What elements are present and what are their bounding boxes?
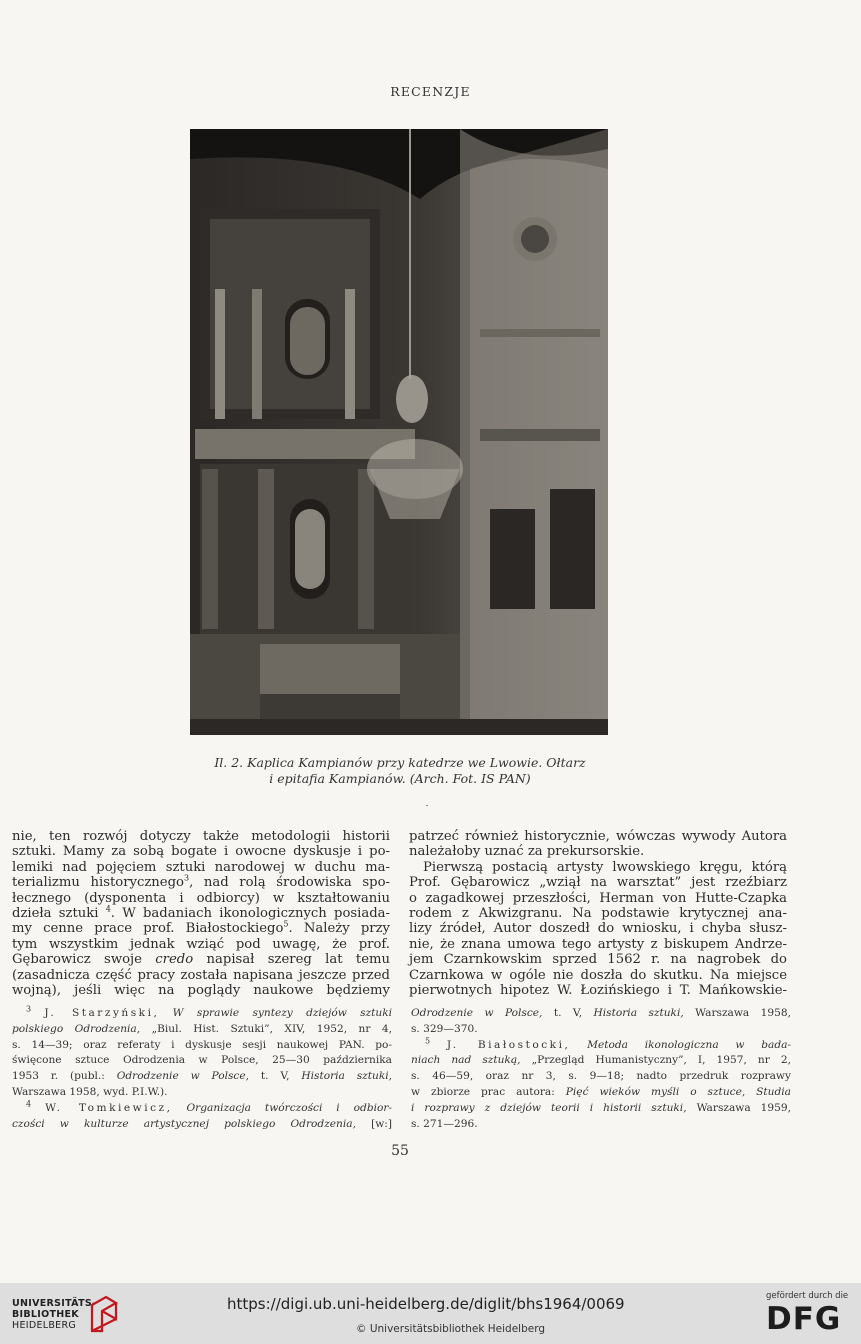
caption-line: Il. 2. Kaplica Kampianów przy katedrze we Lwowie. Ołtarz — [214, 755, 586, 770]
text-line — [12, 921, 390, 936]
footnote-title: Metoda ikonologiczna w bada- — [587, 1038, 791, 1051]
logo-line: UNIVERSITÄTS- — [12, 1298, 97, 1309]
text-line: nie, ten rozwój dotyczy także metodologii historii — [12, 829, 390, 844]
footnote-line — [411, 1006, 791, 1022]
text-line: Prof. Gębarowicz „wziął na warsztat” jest rzeźbiarz — [409, 875, 787, 891]
footnote-text: t. V, — [553, 1007, 583, 1019]
footnote-text: w zbiorze prac autora: — [411, 1085, 555, 1098]
text-fragment: . W badaniach ikonologicznych posiada- — [110, 906, 390, 922]
body-column-left — [12, 829, 390, 998]
footnote-ref: 5 — [283, 920, 289, 930]
viewer-footer — [0, 1283, 861, 1344]
footnotes-left — [12, 1006, 392, 1132]
text-fragment: my cenne prace prof. Białostockiego — [12, 921, 284, 937]
footnote-author: J. Białostocki, — [446, 1038, 571, 1051]
footnote-line — [12, 1022, 392, 1038]
footnote-text: 1953 r. (publ.: — [12, 1070, 105, 1083]
footnote-title: czości w kulturze artystycznej polskiego Odrodzenia, — [12, 1117, 356, 1130]
chapel-photograph — [190, 129, 608, 735]
footnote-text: „Biul. Hist. Sztuki”, XIV, 1952, nr 4, — [151, 1022, 392, 1035]
footnote-title: i rozprawy z dziejów teorii i historii sztuki, — [411, 1101, 687, 1114]
text-line: należałoby uznać za prekursorskie. — [409, 844, 645, 860]
dfg-logo[interactable]: DFG — [766, 1301, 842, 1337]
text-line: sztuki. Mamy za sobą bogate i owocne dyskusje i po- — [12, 844, 390, 860]
text-line: lemiki nad pojęciem sztuki narodowej w duchu ma- — [12, 859, 390, 875]
text-line — [12, 952, 390, 967]
footnote-author: W. Tomkiewicz, — [45, 1101, 173, 1114]
body-column-right — [409, 829, 787, 998]
footnote-title: Odrodzenie w Polsce, — [411, 1007, 543, 1019]
footnote-title: Historia sztuki, — [593, 1007, 684, 1019]
footnote-line — [12, 1117, 392, 1133]
footnote-line — [411, 1038, 791, 1054]
text-fragment: terializmu historycznego — [12, 875, 184, 891]
figure-caption — [150, 755, 650, 787]
text-line: pierwotnych hipotez W. Łozińskiego i T. Mańkowskie- — [409, 983, 787, 999]
running-header: RECENZJE — [390, 84, 471, 99]
footnote-line: s. 271—296. — [411, 1117, 478, 1130]
footnote-line — [411, 1085, 791, 1101]
text-fragment: napisał szereg lat temu — [206, 952, 390, 968]
footnote-line — [411, 1101, 791, 1117]
footnote-ref: 4 — [105, 904, 111, 914]
footnote-ref: 3 — [183, 873, 190, 883]
text-fragment: Gębarowicz swoje — [12, 952, 142, 968]
text-fragment: , nad rolą środowiska spo- — [189, 875, 390, 891]
text-line: tym wszystkim jednak wziąć pod uwagę, że prof. — [12, 936, 390, 952]
logo-line: BIBLIOTHEK — [12, 1309, 79, 1320]
footnote-line: s. 46—59, oraz nr 3, s. 9—18; nadto przedruk rozprawy — [411, 1070, 791, 1083]
text-line — [12, 875, 390, 890]
footnote-line: s. 14—39; oraz referaty i dyskusje sesji naukowej PAN. po- — [12, 1038, 392, 1051]
footnote-title: W sprawie syntezy dziejów sztuki — [172, 1007, 393, 1019]
footnote-line — [411, 1053, 791, 1069]
text-line: rodem z Akwizgranu. Na podstawie krytycznej ana- — [409, 906, 787, 922]
footnote-title: Historia sztuki, — [301, 1070, 392, 1083]
footnote-text: Warszawa 1958, — [695, 1007, 791, 1019]
copyright-notice — [0, 1323, 861, 1335]
page-mark — [426, 805, 428, 806]
footnote-text: [w:] — [371, 1117, 392, 1130]
permalink-url[interactable]: https://digi.ub.uni-heidelberg.de/diglit/bhs1964/0069 — [227, 1295, 625, 1313]
text-fragment: dzieła sztuki — [12, 906, 99, 922]
footnote-line — [12, 1006, 392, 1022]
footnote-title: Organizacja twórczości i odbior- — [186, 1101, 393, 1114]
footnotes-right — [411, 1006, 791, 1132]
footnote-line: s. 329—370. — [411, 1022, 478, 1035]
footnote-title: Pięć wieków myśli o sztuce, Studia — [565, 1085, 791, 1098]
text-line: Czarnkowa w ogóle nie doszła do skutku. Na miejsce — [409, 967, 787, 983]
footnote-line — [12, 1101, 392, 1117]
text-line: o zagadkowej przeszłości, Herman von Hutte-Czapka — [409, 890, 787, 906]
footnote-number: 4 — [26, 1099, 32, 1109]
logo-line: HEIDELBERG — [12, 1320, 77, 1331]
text-line: Pierwszą postacią artysty lwowskiego kręgu, którą — [423, 859, 787, 875]
footnote-text: Warszawa 1959, — [696, 1101, 791, 1114]
footnote-title: Odrodzenie w Polsce, — [116, 1070, 249, 1083]
text-line: patrzeć również historycznie, wówczas wywody Autora — [409, 829, 787, 844]
italic-term: credo — [155, 952, 194, 968]
footnote-line — [12, 1069, 392, 1085]
footnote-line: Warszawa 1958, wyd. P.I.W.). — [12, 1085, 168, 1098]
footnote-title: polskiego Odrodzenia, — [12, 1022, 141, 1035]
text-fragment: . Należy przy — [288, 921, 390, 937]
footnote-text: „Przegląd Humanistyczny”, I, 1957, nr 2, — [531, 1054, 791, 1067]
page-number: 55 — [391, 1143, 409, 1159]
text-line: jem Czarnkowskim sprzed 1562 r. na nagrobek do — [409, 952, 787, 968]
footnote-title: niach nad sztuką, — [411, 1054, 521, 1067]
caption-line: i epitafia Kampianów. (Arch. Fot. IS PAN) — [269, 771, 531, 786]
footnote-number: 5 — [425, 1036, 431, 1046]
text-line: lizy źródeł, Autor doszedł do wniosku, i chyba słusz- — [409, 921, 787, 937]
footnote-text: t. V, — [260, 1070, 290, 1083]
dfg-funding-label: gefördert durch die — [766, 1291, 849, 1301]
text-line: łecznego (dysponenta i odbiorcy) w kształtowaniu — [12, 890, 390, 906]
footnote-number: 3 — [26, 1004, 32, 1014]
footnote-line: święcone sztuce Odrodzenia w Polsce, 25—30 października — [12, 1054, 392, 1067]
copyright-text: © Universitätsbibliothek Heidelberg — [355, 1323, 545, 1335]
text-line: (zasadnicza część pracy została napisana jeszcze przed — [12, 967, 390, 983]
footnote-author: J. Starzyński, — [44, 1007, 160, 1019]
text-line: nie, że znana umowa tego artysty z biskupem Andrze- — [409, 936, 787, 952]
text-line — [12, 906, 390, 921]
text-line: wojną), jeśli więc na poglądy naukowe będziemy — [12, 983, 390, 999]
